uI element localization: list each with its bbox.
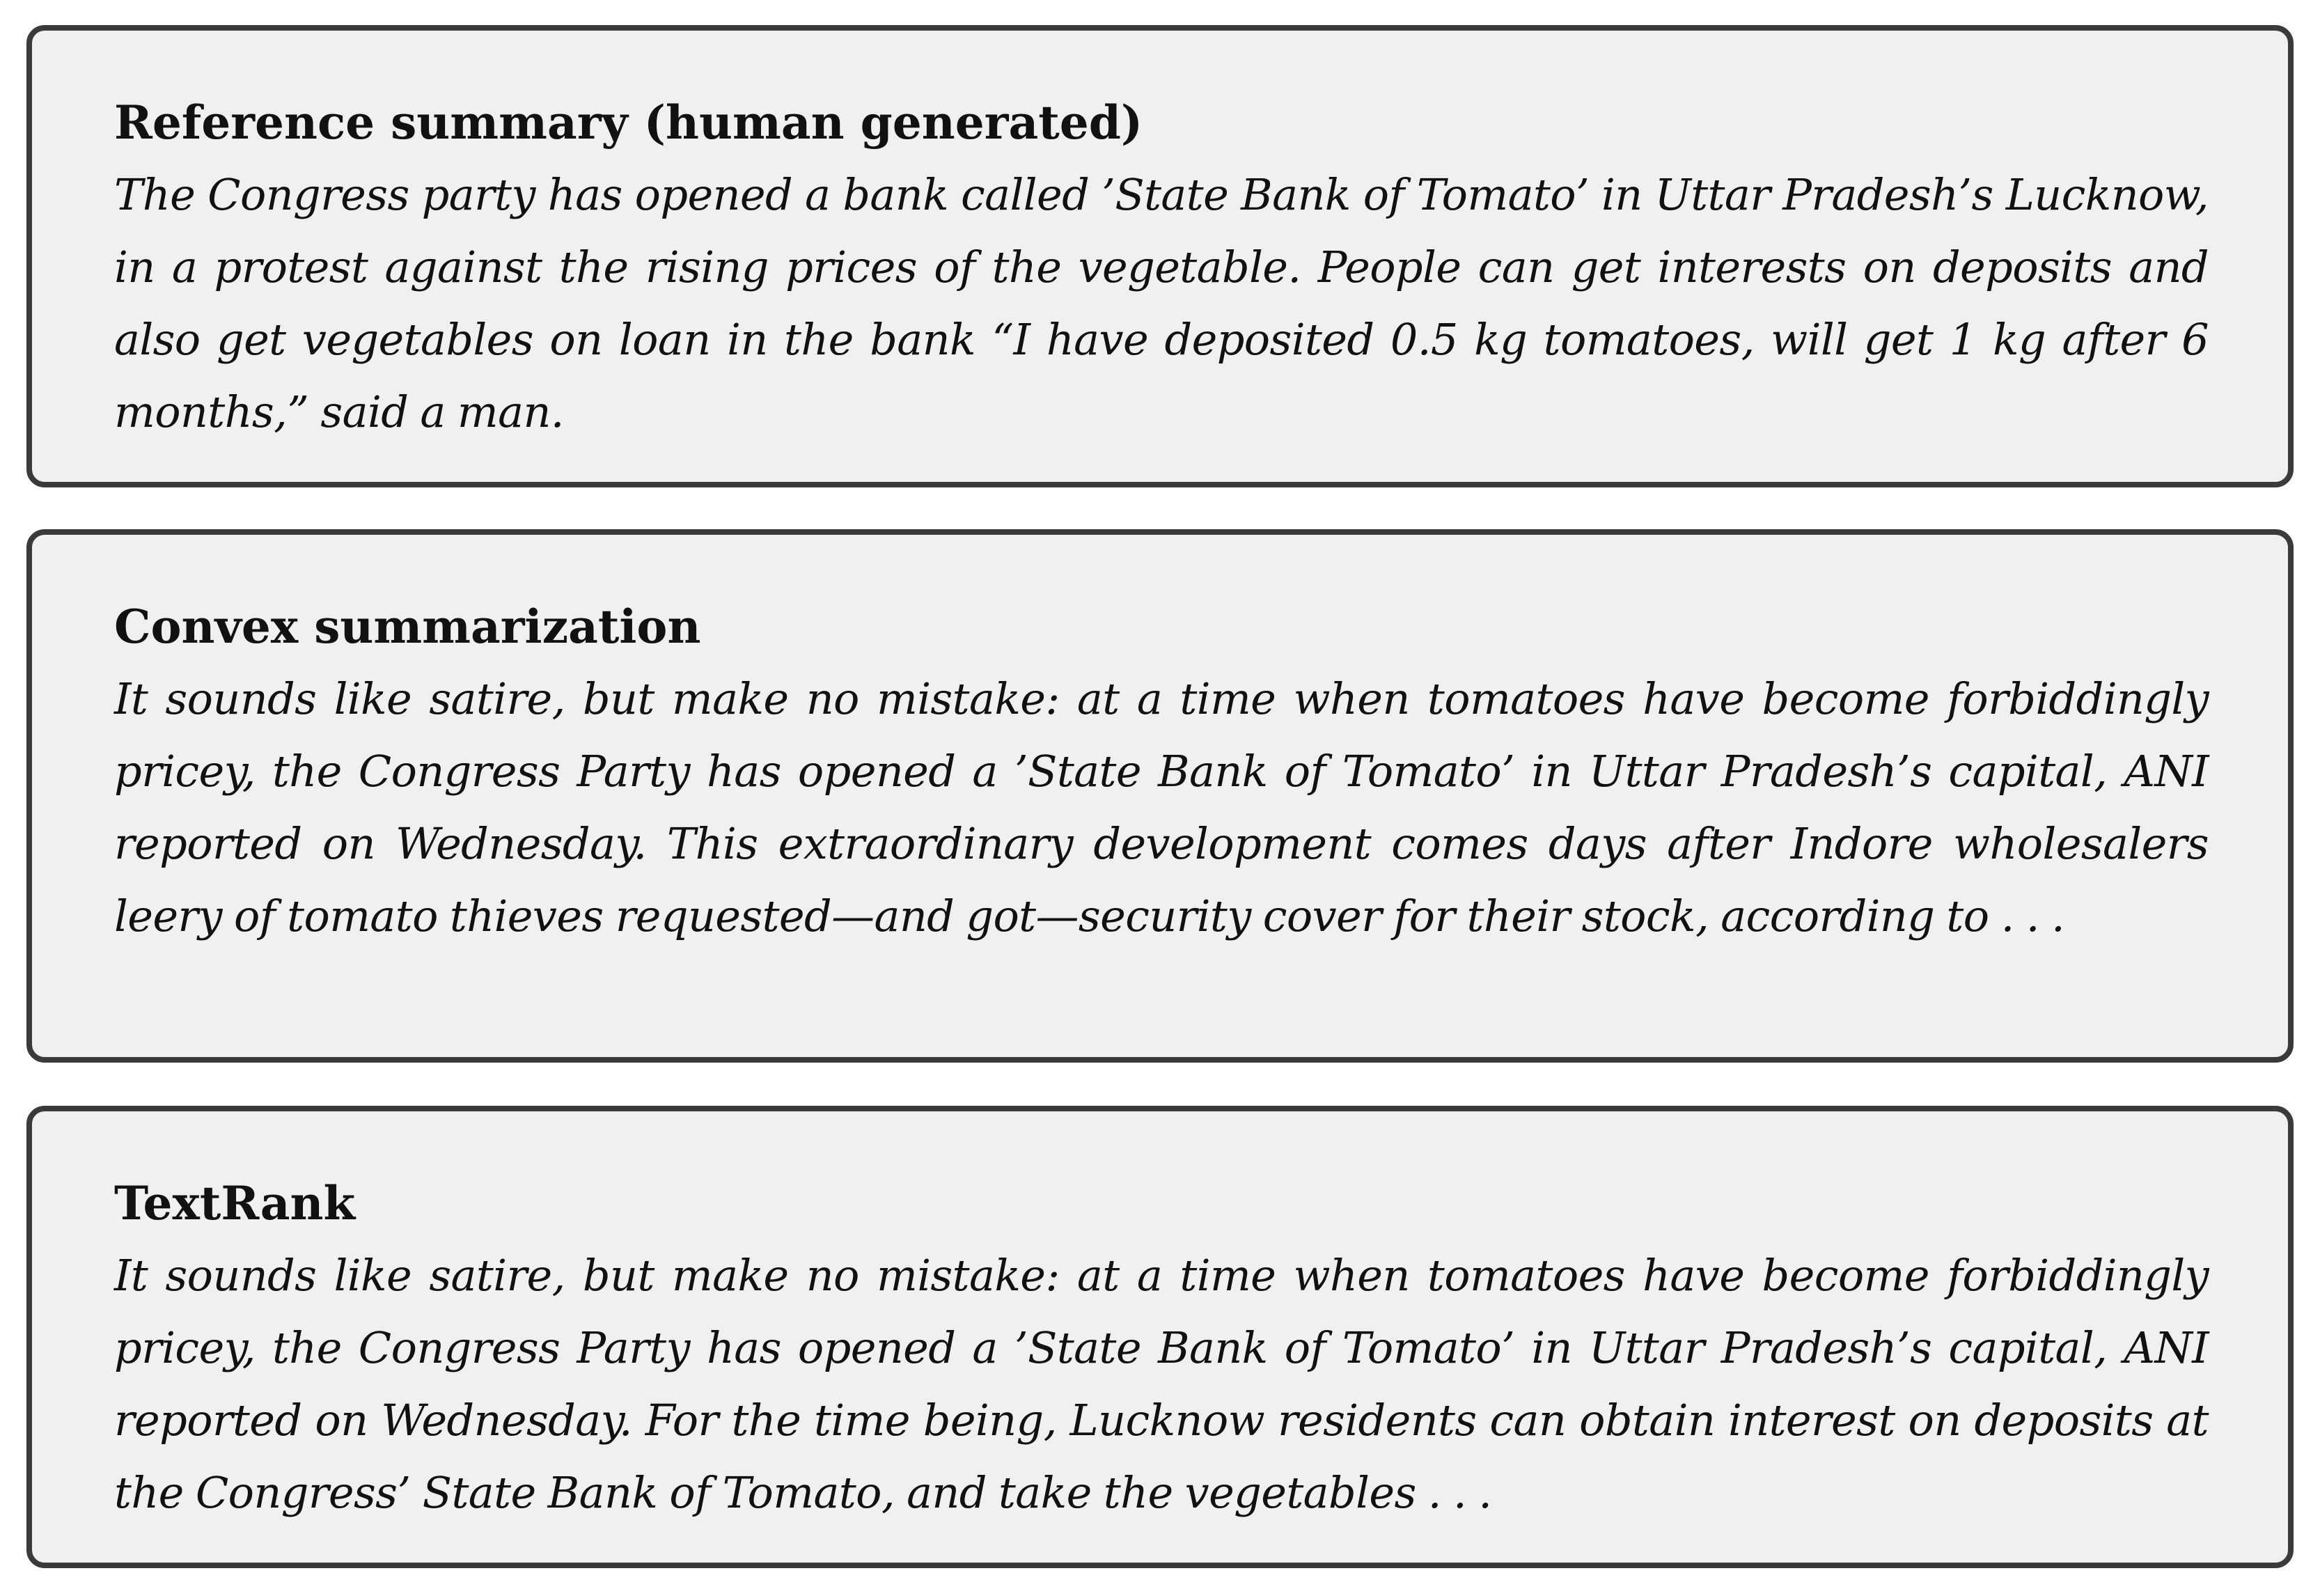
textrank-summary-text: It sounds like satire, but make no mistake: at a time when tomatoes have become forbiddingly pricey, the Congress Party has opened a ’State Bank of Tomato’ in Uttar Pradesh’s capital, ANI reported on Wednesday. For the time being, Lucknow residents can obtain interest on deposits at the Congress’ State Bank of Tomato, and take the vegetables . . . — [114, 1250, 2209, 1518]
reference-summary-text: The Congress party has opened a bank called ’State Bank of Tomato’ in Uttar Pradesh’s Lucknow, in a protest against the rising prices of the vegetable. People can get interests on deposits and also get vegetables on loan in the bank “I have deposited 0.5 kg tomatoes, will get 1 kg after 6 months,” said a man. — [114, 169, 2209, 437]
textrank-summary-box — [26, 1106, 2294, 1568]
reference-summary-title: Reference summary (human generated) — [114, 95, 1143, 150]
convex-summary-title: Convex summarization — [114, 600, 701, 654]
reference-summary-box — [26, 25, 2294, 487]
textrank-summary-title: TextRank — [114, 1176, 356, 1230]
convex-summary-text: It sounds like satire, but make no mistake: at a time when tomatoes have become forbiddingly pricey, the Congress Party has opened a ’State Bank of Tomato’ in Uttar Pradesh’s capital, ANI reported on Wednesday. This extraordinary development comes days after Indore wholesalers leery of tomato thieves requested—and got—security cover for their stock, according to . . . — [114, 673, 2209, 941]
convex-summary-box — [26, 529, 2294, 1063]
